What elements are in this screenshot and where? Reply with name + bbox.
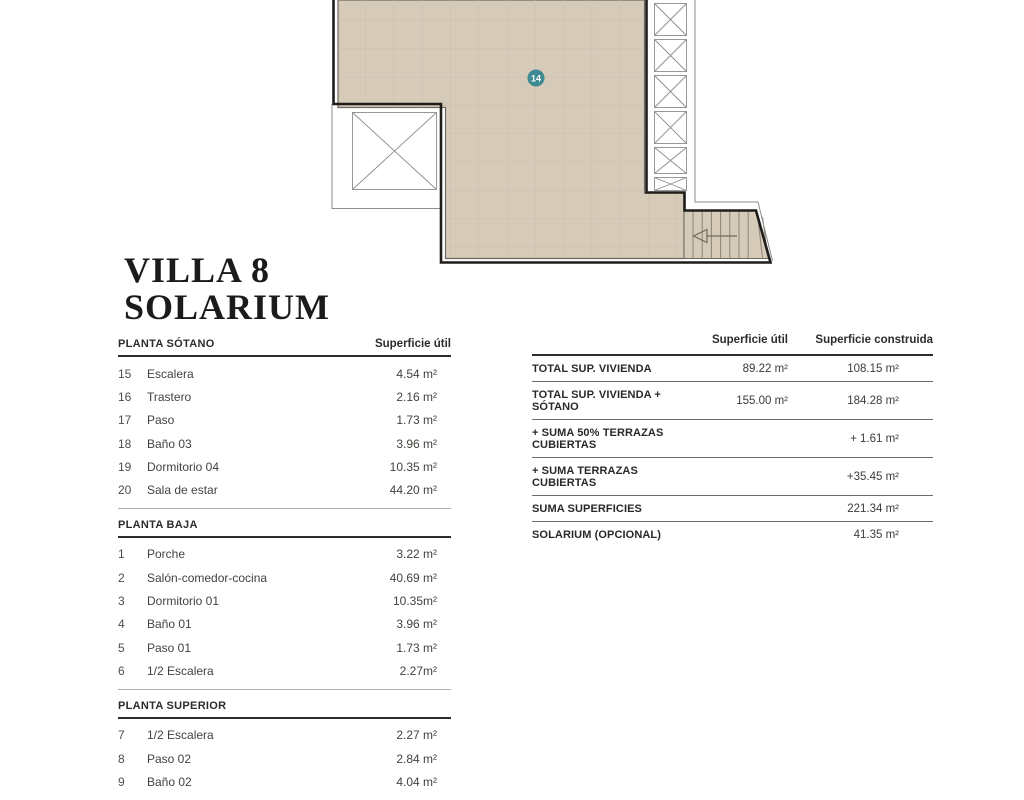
room-row-number: 4 [118, 617, 125, 632]
room-row-area-value: 4.54 m² [396, 366, 437, 381]
room-row-label: Baño 01 [147, 617, 192, 632]
summary-construida-value: 221.34 m² [847, 502, 899, 515]
room-row [118, 724, 451, 747]
room-row [118, 409, 451, 432]
pergola-beam-icon [655, 76, 687, 108]
room-row-label: Dormitorio 01 [147, 594, 220, 609]
room-row-number: 3 [118, 594, 125, 609]
room-row-number: 16 [118, 389, 132, 404]
summary-table [532, 334, 933, 547]
room-row-number: 2 [118, 570, 125, 585]
room-row [118, 362, 451, 385]
room-row-area-value: 2.84 m² [396, 751, 437, 766]
column-header-superficie-construida: Superficie construida [815, 334, 933, 346]
floor-plan [0, 0, 1024, 278]
page-title [124, 252, 330, 326]
room-row [118, 659, 451, 682]
room-row-number: 1 [118, 547, 125, 562]
room-row-area-value: 44.20 m² [389, 483, 437, 498]
room-row-area-value: 10.35 m² [389, 459, 437, 474]
summary-row-label: + SUMA 50% TERRAZAS CUBIERTAS [532, 426, 664, 451]
room-row-area-value: 1.73 m² [396, 413, 437, 428]
summary-row-label: SOLARIUM (OPCIONAL) [532, 528, 662, 541]
floor-section-rows [118, 719, 451, 794]
room-row-area-value: 1.73 m² [396, 640, 437, 655]
room-number-badge [528, 70, 545, 87]
room-row [118, 432, 451, 455]
floor-section [118, 508, 451, 683]
room-row-area-value: 3.22 m² [396, 547, 437, 562]
summary-construida-value: +35.45 m² [846, 470, 899, 483]
room-row-label: Baño 03 [147, 436, 192, 451]
floor-section-rows [118, 538, 451, 683]
room-row-label: Baño 02 [147, 774, 192, 789]
summary-util-value: 155.00 m² [736, 394, 788, 407]
room-row-label: Paso 02 [147, 751, 192, 766]
floor-section-header [118, 519, 451, 538]
pergola-box-icon [353, 113, 437, 190]
room-row [118, 770, 451, 793]
summary-construida-value: + 1.61 m² [850, 432, 899, 445]
room-row-number: 8 [118, 751, 125, 766]
summary-row [532, 522, 933, 547]
floor-section-title: PLANTA SUPERIOR [118, 699, 227, 712]
floor-section-header [118, 700, 451, 719]
room-tables [118, 338, 451, 793]
room-row-number: 9 [118, 774, 125, 789]
pergola-beam-icon [655, 148, 687, 174]
room-row-area-value: 40.69 m² [389, 570, 437, 585]
room-row-area-value: 2.27m² [399, 663, 437, 678]
room-row-label: Dormitorio 04 [147, 459, 220, 474]
title-line-1: VILLA 8 [124, 250, 271, 290]
summary-row-label: + SUMA TERRAZAS CUBIERTAS [532, 464, 638, 489]
floor-section [118, 689, 451, 794]
floor-section-header [118, 338, 451, 357]
pergola-beam-icon [655, 178, 687, 191]
room-row [118, 385, 451, 408]
room-row-label: Porche [147, 547, 186, 562]
column-header-superficie-util: Superficie útil [374, 338, 451, 350]
room-row [118, 566, 451, 589]
floor-section [118, 338, 451, 502]
room-row-label: 1/2 Escalera [147, 728, 214, 743]
room-row-number: 17 [118, 413, 132, 428]
summary-construida-value: 108.15 m² [847, 362, 899, 375]
room-row-area-value: 3.96 m² [396, 617, 437, 632]
room-row-number: 7 [118, 728, 125, 743]
room-row-label: Escalera [147, 366, 194, 381]
room-row-number: 18 [118, 436, 132, 451]
summary-header [532, 334, 933, 356]
room-row-label: Paso [147, 413, 175, 428]
pergola-beam-icon [655, 4, 687, 36]
room-row-number: 6 [118, 663, 125, 678]
room-row-area-value: 10.35m² [392, 594, 437, 609]
room-row-area-value: 4.04 m² [396, 774, 437, 789]
room-row-label: Trastero [147, 389, 192, 404]
column-header-superficie-util: Superficie útil [711, 334, 788, 346]
room-row-label: Sala de estar [147, 483, 218, 498]
room-row-label: 1/2 Escalera [147, 663, 214, 678]
summary-util-value: 89.22 m² [742, 362, 788, 375]
summary-row-label: TOTAL SUP. VIVIENDA + SÓTANO [532, 388, 661, 413]
summary-row [532, 420, 933, 458]
room-row-area-value: 3.96 m² [396, 436, 437, 451]
summary-construida-value: 41.35 m² [853, 528, 899, 541]
room-row-number: 20 [118, 483, 132, 498]
title-line-2: SOLARIUM [124, 287, 331, 327]
room-row-number: 5 [118, 640, 125, 655]
room-row [118, 613, 451, 636]
floor-section-title: PLANTA SÓTANO [118, 338, 215, 350]
summary-row-label: SUMA SUPERFICIES [532, 502, 642, 515]
room-row-label: Salón-comedor-cocina [147, 570, 268, 585]
room-row [118, 589, 451, 612]
room-row [118, 543, 451, 566]
room-row-number: 15 [118, 366, 132, 381]
room-row-label: Paso 01 [147, 640, 192, 655]
room-row [118, 478, 451, 501]
pergola-beam-column [655, 4, 687, 191]
summary-construida-value: 184.28 m² [847, 394, 899, 407]
room-row-area-value: 2.27 m² [396, 728, 437, 743]
floor-section-rows [118, 357, 451, 502]
room-row [118, 455, 451, 478]
summary-row-label: TOTAL SUP. VIVIENDA [532, 362, 652, 375]
summary-row [532, 496, 933, 522]
room-row-number: 19 [118, 459, 132, 474]
room-number-label: 14 [530, 73, 542, 84]
summary-row [532, 382, 933, 420]
summary-rows [532, 356, 933, 547]
room-row [118, 747, 451, 770]
summary-row [532, 458, 933, 496]
pergola-beam-icon [655, 112, 687, 144]
room-row-area-value: 2.16 m² [396, 389, 437, 404]
pergola-beam-icon [655, 40, 687, 72]
room-row [118, 636, 451, 659]
floor-section-title: PLANTA BAJA [118, 518, 198, 531]
summary-row [532, 356, 933, 382]
